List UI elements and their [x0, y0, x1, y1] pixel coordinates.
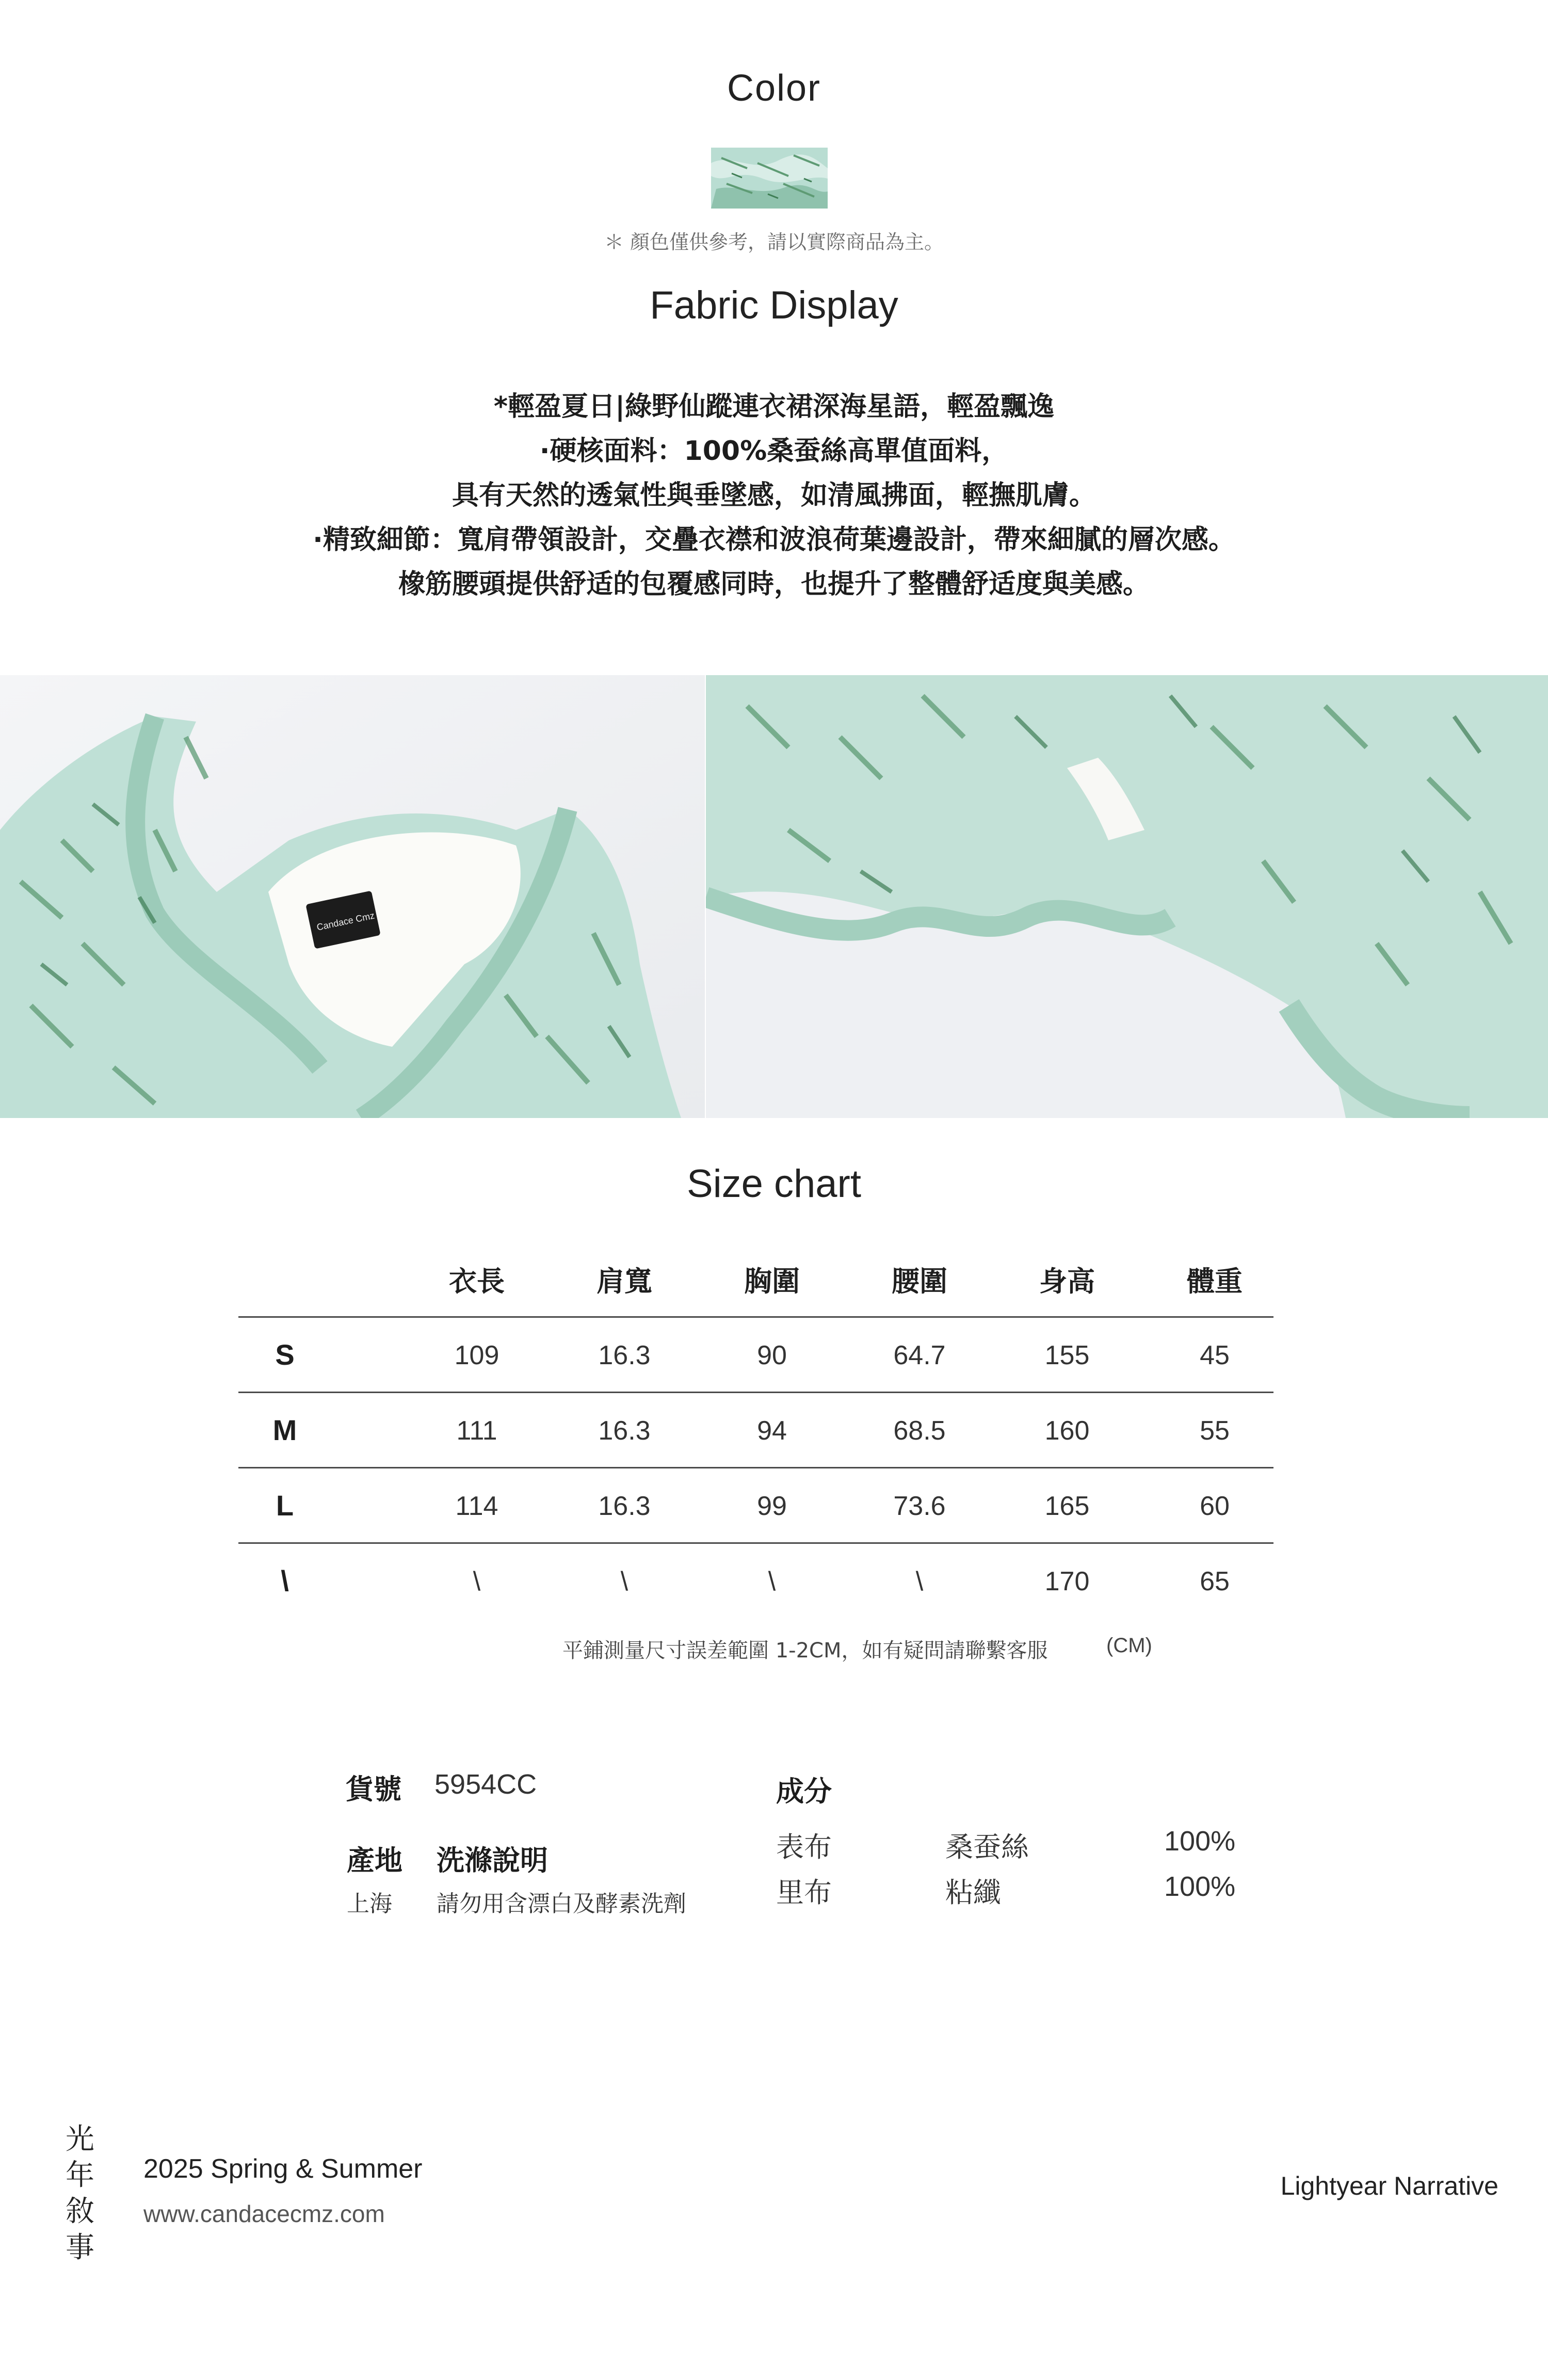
size-label: L [276, 1489, 294, 1522]
description-line: 橡筋腰頭提供舒适的包覆感同時，也提升了整體舒适度與美感。 [398, 569, 1150, 600]
vertical-char: 年 [66, 2159, 94, 2192]
origin-label: 產地 [347, 1844, 402, 1877]
brand-vertical-text [63, 2121, 97, 2266]
table-cell: 109 [454, 1340, 499, 1370]
table-cell: \ [915, 1567, 924, 1596]
origin-value: 上海 [347, 1891, 392, 1917]
color-swatch[interactable] [711, 148, 828, 209]
row-divider [238, 1467, 1273, 1468]
table-cell: 68.5 [893, 1416, 946, 1446]
color-disclaimer: ＊ 顏色僅供參考，請以實際商品為主。 [604, 231, 944, 253]
composition-percent: 100% [1164, 1826, 1236, 1857]
measurement-note: 平鋪測量尺寸誤差範圍 1-2CM，如有疑問請聯繫客服 [562, 1639, 1048, 1663]
composition-part: 里布 [776, 1876, 832, 1909]
composition-percent: 100% [1164, 1871, 1236, 1902]
table-cell: 73.6 [893, 1491, 946, 1521]
fabric-description [0, 385, 1548, 606]
column-header: 胸圍 [744, 1265, 800, 1298]
table-cell: 45 [1200, 1340, 1230, 1370]
measurement-unit: (CM) [1106, 1634, 1152, 1657]
table-cell: 114 [455, 1491, 498, 1521]
table-cell: \ [620, 1567, 628, 1596]
table-cell: 16.3 [598, 1491, 651, 1521]
table-row [238, 1316, 1273, 1392]
table-cell: 64.7 [893, 1340, 946, 1370]
row-divider [238, 1316, 1273, 1318]
size-label: M [272, 1414, 297, 1446]
composition-material: 粘纖 [945, 1876, 1001, 1909]
table-cell: 90 [757, 1340, 787, 1370]
brand-tagline: Lightyear Narrative [1280, 2171, 1498, 2200]
description-line: *輕盈夏日|綠野仙蹤連衣裙深海星語，輕盈飄逸 [493, 391, 1055, 422]
composition-material: 桑蚕絲 [945, 1831, 1029, 1863]
vertical-char: 光 [66, 2122, 94, 2156]
composition-part: 表布 [776, 1831, 832, 1863]
wash-instructions-label: 洗滌說明 [437, 1844, 548, 1877]
description-line: ·硬核面料：100%桑蚕絲高單值面料， [539, 436, 1009, 467]
table-cell: 160 [1044, 1416, 1090, 1446]
vertical-char: 敘 [66, 2195, 94, 2228]
item-number-value: 5954CC [434, 1769, 537, 1800]
description-line: 具有天然的透氣性與垂墜感，如清風拂面，輕撫肌膚。 [452, 480, 1096, 511]
vertical-char: 事 [66, 2231, 94, 2264]
table-cell: \ [473, 1567, 481, 1596]
dress-neckline-photo [0, 675, 705, 1118]
svg-text:Candace Cmz: Candace Cmz [315, 910, 376, 933]
row-divider [238, 1542, 1273, 1544]
color-section-title: Color [727, 68, 821, 109]
size-chart-title: Size chart [687, 1162, 861, 1206]
composition-label: 成分 [776, 1775, 832, 1808]
table-row [238, 1542, 1273, 1618]
table-cell: 99 [757, 1491, 787, 1521]
column-header: 腰圍 [892, 1265, 947, 1298]
item-number-label: 貨號 [346, 1773, 401, 1806]
table-cell: 111 [456, 1416, 497, 1446]
table-cell: 55 [1200, 1416, 1230, 1446]
dress-hem-ruffle-photo [706, 675, 1548, 1118]
column-header: 肩寬 [596, 1265, 652, 1298]
table-row [238, 1392, 1273, 1467]
table-cell: 165 [1044, 1491, 1090, 1521]
column-header: 體重 [1187, 1265, 1243, 1298]
column-header: 衣長 [449, 1265, 505, 1298]
column-header: 身高 [1039, 1265, 1095, 1298]
swatch-print-image [711, 148, 828, 209]
season-label: 2025 Spring & Summer [143, 2154, 423, 2184]
table-cell: 60 [1200, 1491, 1230, 1521]
size-label: \ [281, 1564, 289, 1597]
website-link[interactable]: www.candacecmz.com [143, 2200, 385, 2227]
size-label: S [275, 1338, 295, 1371]
description-line: ·精致細節：寬肩帶領設計，交疊衣襟和波浪荷葉邊設計，帶來細膩的層次感。 [313, 524, 1235, 555]
row-divider [238, 1392, 1273, 1393]
table-cell: 94 [757, 1416, 787, 1446]
table-cell: \ [768, 1567, 776, 1596]
table-cell: 65 [1200, 1567, 1230, 1596]
fabric-section-title: Fabric Display [650, 283, 898, 327]
table-row [238, 1467, 1273, 1542]
wash-instructions-value: 請勿用含漂白及酵素洗劑 [437, 1891, 686, 1917]
table-cell: 16.3 [598, 1416, 651, 1446]
size-chart-header-row [238, 1259, 1273, 1301]
table-cell: 155 [1044, 1340, 1090, 1370]
table-cell: 170 [1044, 1567, 1090, 1596]
table-cell: 16.3 [598, 1340, 651, 1370]
